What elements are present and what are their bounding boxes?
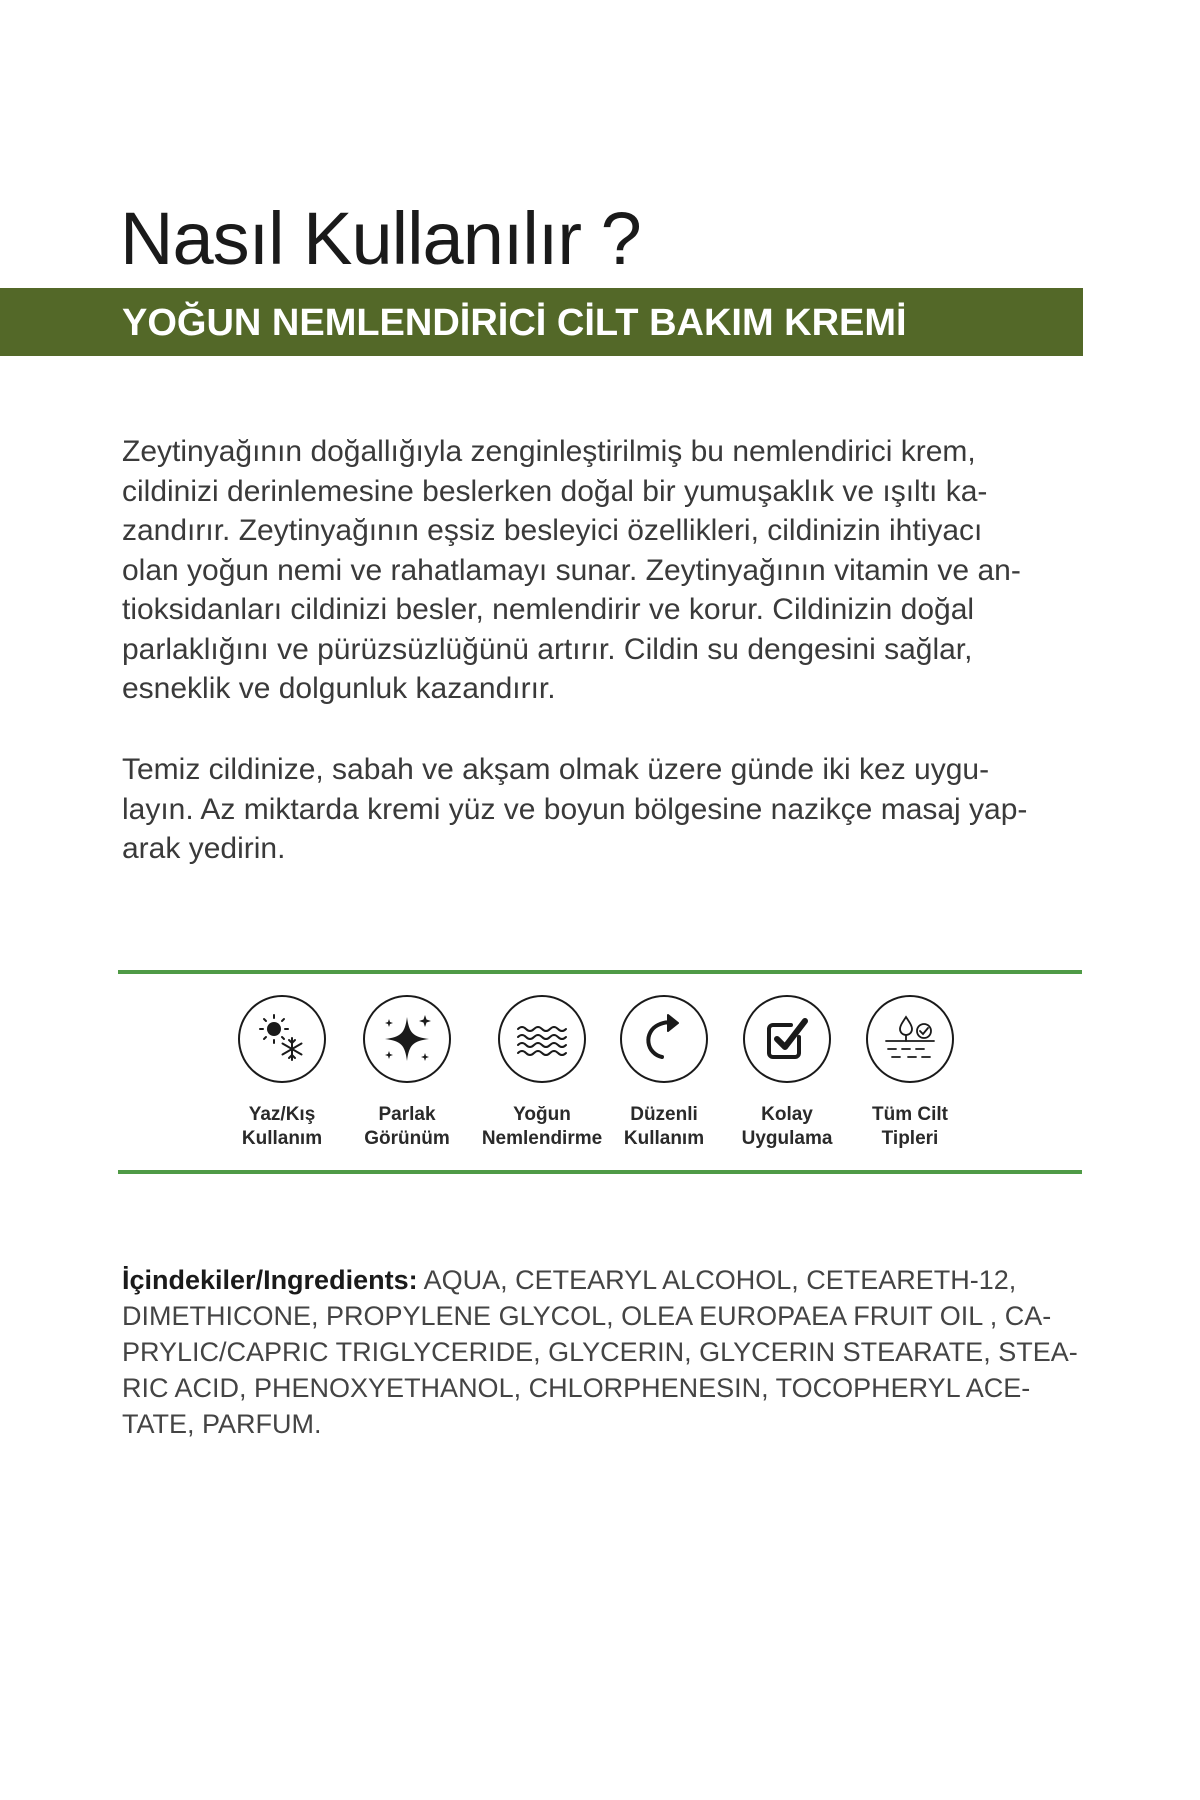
description-line: parlaklığını ve pürüzsüzlüğünü artırır. Cildin su dengesini sağlar, (122, 632, 973, 666)
sparkle-icon (363, 995, 451, 1083)
ingredients-line (122, 1262, 1082, 1298)
description-line: zandırır. Zeytinyağının eşsiz besleyici özellikleri, cildinizin ihtiyacı (122, 514, 983, 547)
usage-paragraph (122, 750, 1082, 869)
ingredients-line: RIC ACID, PHENOXYETHANOL, CHLORPHENESIN, TOCOPHERYL ACE- (122, 1373, 1031, 1403)
waves-icon (498, 995, 586, 1083)
ingredients-line: TATE, PARFUM. (122, 1409, 322, 1439)
feature-label: Düzenli Kullanım (623, 1104, 705, 1149)
description-line: tioksidanları cildinizi besler, nemlendirir ve korur. Cildinizin doğal (122, 593, 975, 626)
feature-label: Parlak Görünüm (364, 1104, 450, 1149)
divider-top (118, 970, 1082, 974)
description-line: Zeytinyağının doğallığıyla zenginleştirilmiş bu nemlendirici krem, (122, 435, 976, 468)
ingredients-line: DIMETHICONE, PROPYLENE GLYCOL, OLEA EUROPAEA FRUIT OIL , CA- (122, 1301, 1052, 1331)
repeat-arrow-icon (620, 995, 708, 1083)
description-line: cildinizi derinlemesine beslerken doğal bir yumuşaklık ve ışıltı ka- (122, 474, 988, 508)
ingredients-text: AQUA, CETEARYL ALCOHOL, CETEARETH-12, (417, 1265, 1017, 1295)
usage-line: arak yedirin. (122, 832, 286, 865)
usage-line: Temiz cildinize, sabah ve akşam olmak üzere günde iki kez uygu- (122, 753, 990, 786)
description-line: olan yoğun nemi ve rahatlamayı sunar. Zeytinyağının vitamin ve an- (122, 553, 1021, 587)
product-banner (0, 288, 1083, 356)
page-title: Nasıl Kullanılır ? (120, 197, 641, 280)
ingredients-line: PRYLIC/CAPRIC TRIGLYCERIDE, GLYCERIN, GLYCERIN STEARATE, STEA- (122, 1337, 1078, 1367)
usage-line: layın. Az miktarda kremi yüz ve boyun bölgesine nazikçe masaj yap- (122, 792, 1028, 826)
checkbox-icon (743, 995, 831, 1083)
feature-icons (0, 995, 1200, 1155)
description-line: esneklik ve dolgunluk kazandırır. (122, 672, 556, 705)
ingredients-block (122, 1262, 1082, 1442)
feature-label: Kolay Uygulama (741, 1104, 833, 1149)
product-name: YOĞUN NEMLENDİRİCİ CİLT BAKIM KREMİ (122, 302, 907, 344)
divider-bottom (118, 1170, 1082, 1174)
ingredients-label: İçindekiler/Ingredients: (122, 1265, 418, 1295)
description-paragraph (122, 432, 1082, 709)
feature-label: Tüm Cilt Tipleri (872, 1104, 948, 1149)
skin-layers-icon (866, 995, 954, 1083)
feature-label: Yaz/Kış Kullanım (241, 1104, 323, 1149)
feature-all-skin-types (830, 995, 990, 1151)
sun-snowflake-icon (238, 995, 326, 1083)
feature-label: Yoğun Nemlendirme (481, 1104, 603, 1149)
